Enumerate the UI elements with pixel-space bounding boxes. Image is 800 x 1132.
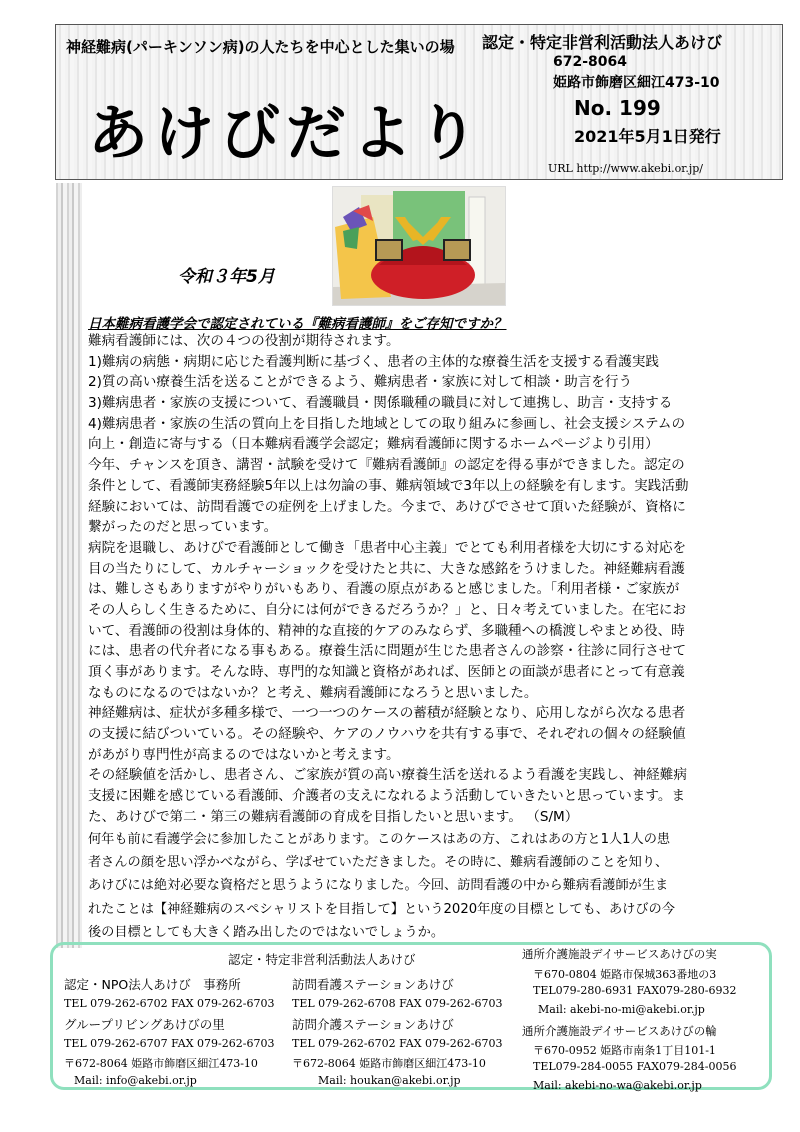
daycare-wa-tel: TEL079-284-0055 FAX079-284-0056: [533, 1060, 737, 1073]
daycare-mi-tel: TEL079-280-6931 FAX079-280-6932: [533, 984, 737, 997]
website-url[interactable]: URL http://www.akebi.or.jp/: [548, 162, 703, 175]
body-line: た、あけびで第二・第三の難病看護師の育成を目指したいと思います。 （S/M）: [88, 808, 579, 825]
daycare-wa-address: 〒670-0952 姫路市南条1丁目101-1: [533, 1044, 716, 1057]
body-line: 目の当たりにして、カルチャーショックを受けたと共に、大きな感銘をうけました。神経難病看護: [88, 560, 685, 577]
body-line: その人らしく生きるために、自分には何ができるだろうか？」と、日々考えていました。在宅にお: [88, 601, 687, 618]
daycare-wa-name: 通所介護施設デイサービスあけびの輪: [522, 1024, 717, 1038]
body-line: があがり専門性が高まるのではないかと考えます。: [88, 746, 400, 763]
daycare-mi-name: 通所介護施設デイサービスあけびの実: [522, 947, 717, 961]
body-line: 経験においては、訪問看護での症例を上げました。今まで、あけびでさせて頂いた経験が、資格に: [88, 498, 686, 515]
body-line: 神経難病は、症状が多種多様で、一つ一つのケースの蓄積が経験となり、応用しながら次なる患者: [88, 705, 686, 722]
body-line: 病院を退職し、あけびで看護師として働き「患者中心主義」でとても利用者様を大切にする対応を: [88, 539, 687, 556]
body-line: 支援に困難を感じている看護師、介護者の支えになれるよう活動していきたいと思っています。ま: [88, 788, 686, 805]
body-line: 1)難病の病態・病期に応じた看護判断に基づく、患者の主体的な療養生活を支援する看護実践: [88, 353, 660, 370]
body-line: 今年、チャンスを頂き、講習・試験を受けて『難病看護師』の認定を得る事ができました。認定の: [88, 457, 685, 474]
body-line: には、患者の代弁者になる事もある。療養生活に問題が生じた患者さんの診察・往診に同行させて: [88, 643, 687, 660]
closing-line: れたことは【神経難病のスペシャリストを目指して】という2020年度の目標としても、あけびの今: [88, 901, 675, 917]
era-date: 令和３年5月: [178, 267, 275, 287]
living-name: グループリビングあけびの里: [64, 1017, 225, 1032]
body-line: いて、看護師の役割は身体的、精神的な直接的ケアのみならず、多職種への橋渡しやまとめ役、時: [88, 622, 685, 639]
postal-code: 672-8064: [553, 54, 627, 70]
footer-org-name: 認定・特定非営利活動法人あけび: [228, 952, 416, 967]
body-line: 条件として、看護師実務経験5年以上は勿論の事、難病領域で3年以上の経験を有します。実践活動: [88, 477, 689, 494]
kaigo-tel: TEL 079-262-6702 FAX 079-262-6703: [292, 1037, 503, 1050]
article-title: 日本難病看護学会で認定されている『難病看護師』をご存知ですか？: [88, 316, 507, 332]
body-line: 頂く事があります。そんな時、専門的な知識と資格があれば、医師との面談が患者にとって有意義: [88, 664, 685, 680]
office-name: 認定・NPO法人あけび 事務所: [64, 977, 241, 992]
kabuto-photo: [332, 186, 506, 306]
organization-name: 認定・特定非営利活動法人あけび: [482, 33, 723, 52]
body-line: 繋がったのだと思っています。: [88, 519, 278, 536]
closing-line: あけびには絶対必要な資格だと思うようになりました。今回、訪問看護の中から難病看護師が生ま: [88, 878, 669, 894]
tagline: 神経難病(パーキンソン病)の人たちを中心とした集いの場: [66, 38, 455, 56]
houkan-mail[interactable]: Mail: houkan@akebi.or.jp: [318, 1074, 461, 1087]
body-line: 2)質の高い療養生活を送ることができるよう、難病患者・家族に対して相談・助言を行う: [88, 374, 633, 391]
body-line: 3)難病患者・家族の支援について、看護職員・関係職種の職員に対して連携し、助言・支持する: [88, 395, 673, 412]
body-line: 向上・創造に寄与する（日本難病看護学会認定；難病看護師に関するホームページより引用）: [88, 436, 659, 453]
houkan-tel: TEL 079-262-6708 FAX 079-262-6703: [292, 997, 503, 1010]
kaigo-name: 訪問介護ステーションあけび: [292, 1017, 454, 1032]
body-line: 4)難病患者・家族の生活の質向上を目指した地域としての取り組みに参画し、社会支援システムの: [88, 415, 686, 432]
closing-line: 後の目標としても大きく踏み出したのではないでしょうか。: [88, 924, 445, 940]
decorative-strip: [56, 183, 82, 948]
article-body: [88, 331, 748, 828]
daycare-wa-mail[interactable]: Mail: akebi-no-wa@akebi.or.jp: [533, 1079, 702, 1092]
body-line: の支援に結びついている。その経験や、ケアのノウハウを共有する事で、それぞれの個々の経験値: [88, 726, 686, 743]
body-line: なものになるのではないか？と考え、難病看護師になろうと思いました。: [88, 684, 538, 701]
daycare-mi-mail[interactable]: Mail: akebi-no-mi@akebi.or.jp: [538, 1003, 705, 1016]
office-address: 〒672-8064 姫路市飾磨区細江473-10: [64, 1057, 258, 1070]
living-tel: TEL 079-262-6707 FAX 079-262-6703: [64, 1037, 275, 1050]
houkan-address: 〒672-8064 姫路市飾磨区細江473-10: [292, 1057, 486, 1070]
closing-line: 者さんの顔を思い浮かべながら、学ばせていただきました。その時に、難病看護師のことを知り、: [88, 855, 669, 871]
office-mail[interactable]: Mail: info@akebi.or.jp: [74, 1074, 197, 1087]
daycare-mi-address: 〒670-0804 姫路市保城363番地の3: [533, 968, 717, 981]
office-tel: TEL 079-262-6702 FAX 079-262-6703: [64, 997, 275, 1010]
organization-address: 姫路市飾磨区細江473-10: [553, 75, 720, 91]
body-line: は、難しさもありますがやりがいもあり、看護の原点があると感じました。「利用者様・ご家族が: [88, 581, 680, 598]
body-line: その経験値を活かし、患者さん、ご家族が質の高い療養生活を送れるよう看護を実践し、神経難病: [88, 767, 687, 784]
issue-date: 2021年5月1日発行: [574, 127, 721, 146]
issue-number: No. 199: [574, 96, 661, 120]
closing-line: 何年も前に看護学会に参加したことがあります。このケースはあの方、これはあの方と1人1人の患: [88, 832, 671, 847]
body-line: 難病看護師には、次の４つの役割が期待されます。: [88, 333, 400, 349]
closing-paragraph: [88, 828, 748, 944]
newsletter-title: あけびだより: [88, 99, 484, 169]
houkan-name: 訪問看護ステーションあけび: [292, 977, 454, 992]
